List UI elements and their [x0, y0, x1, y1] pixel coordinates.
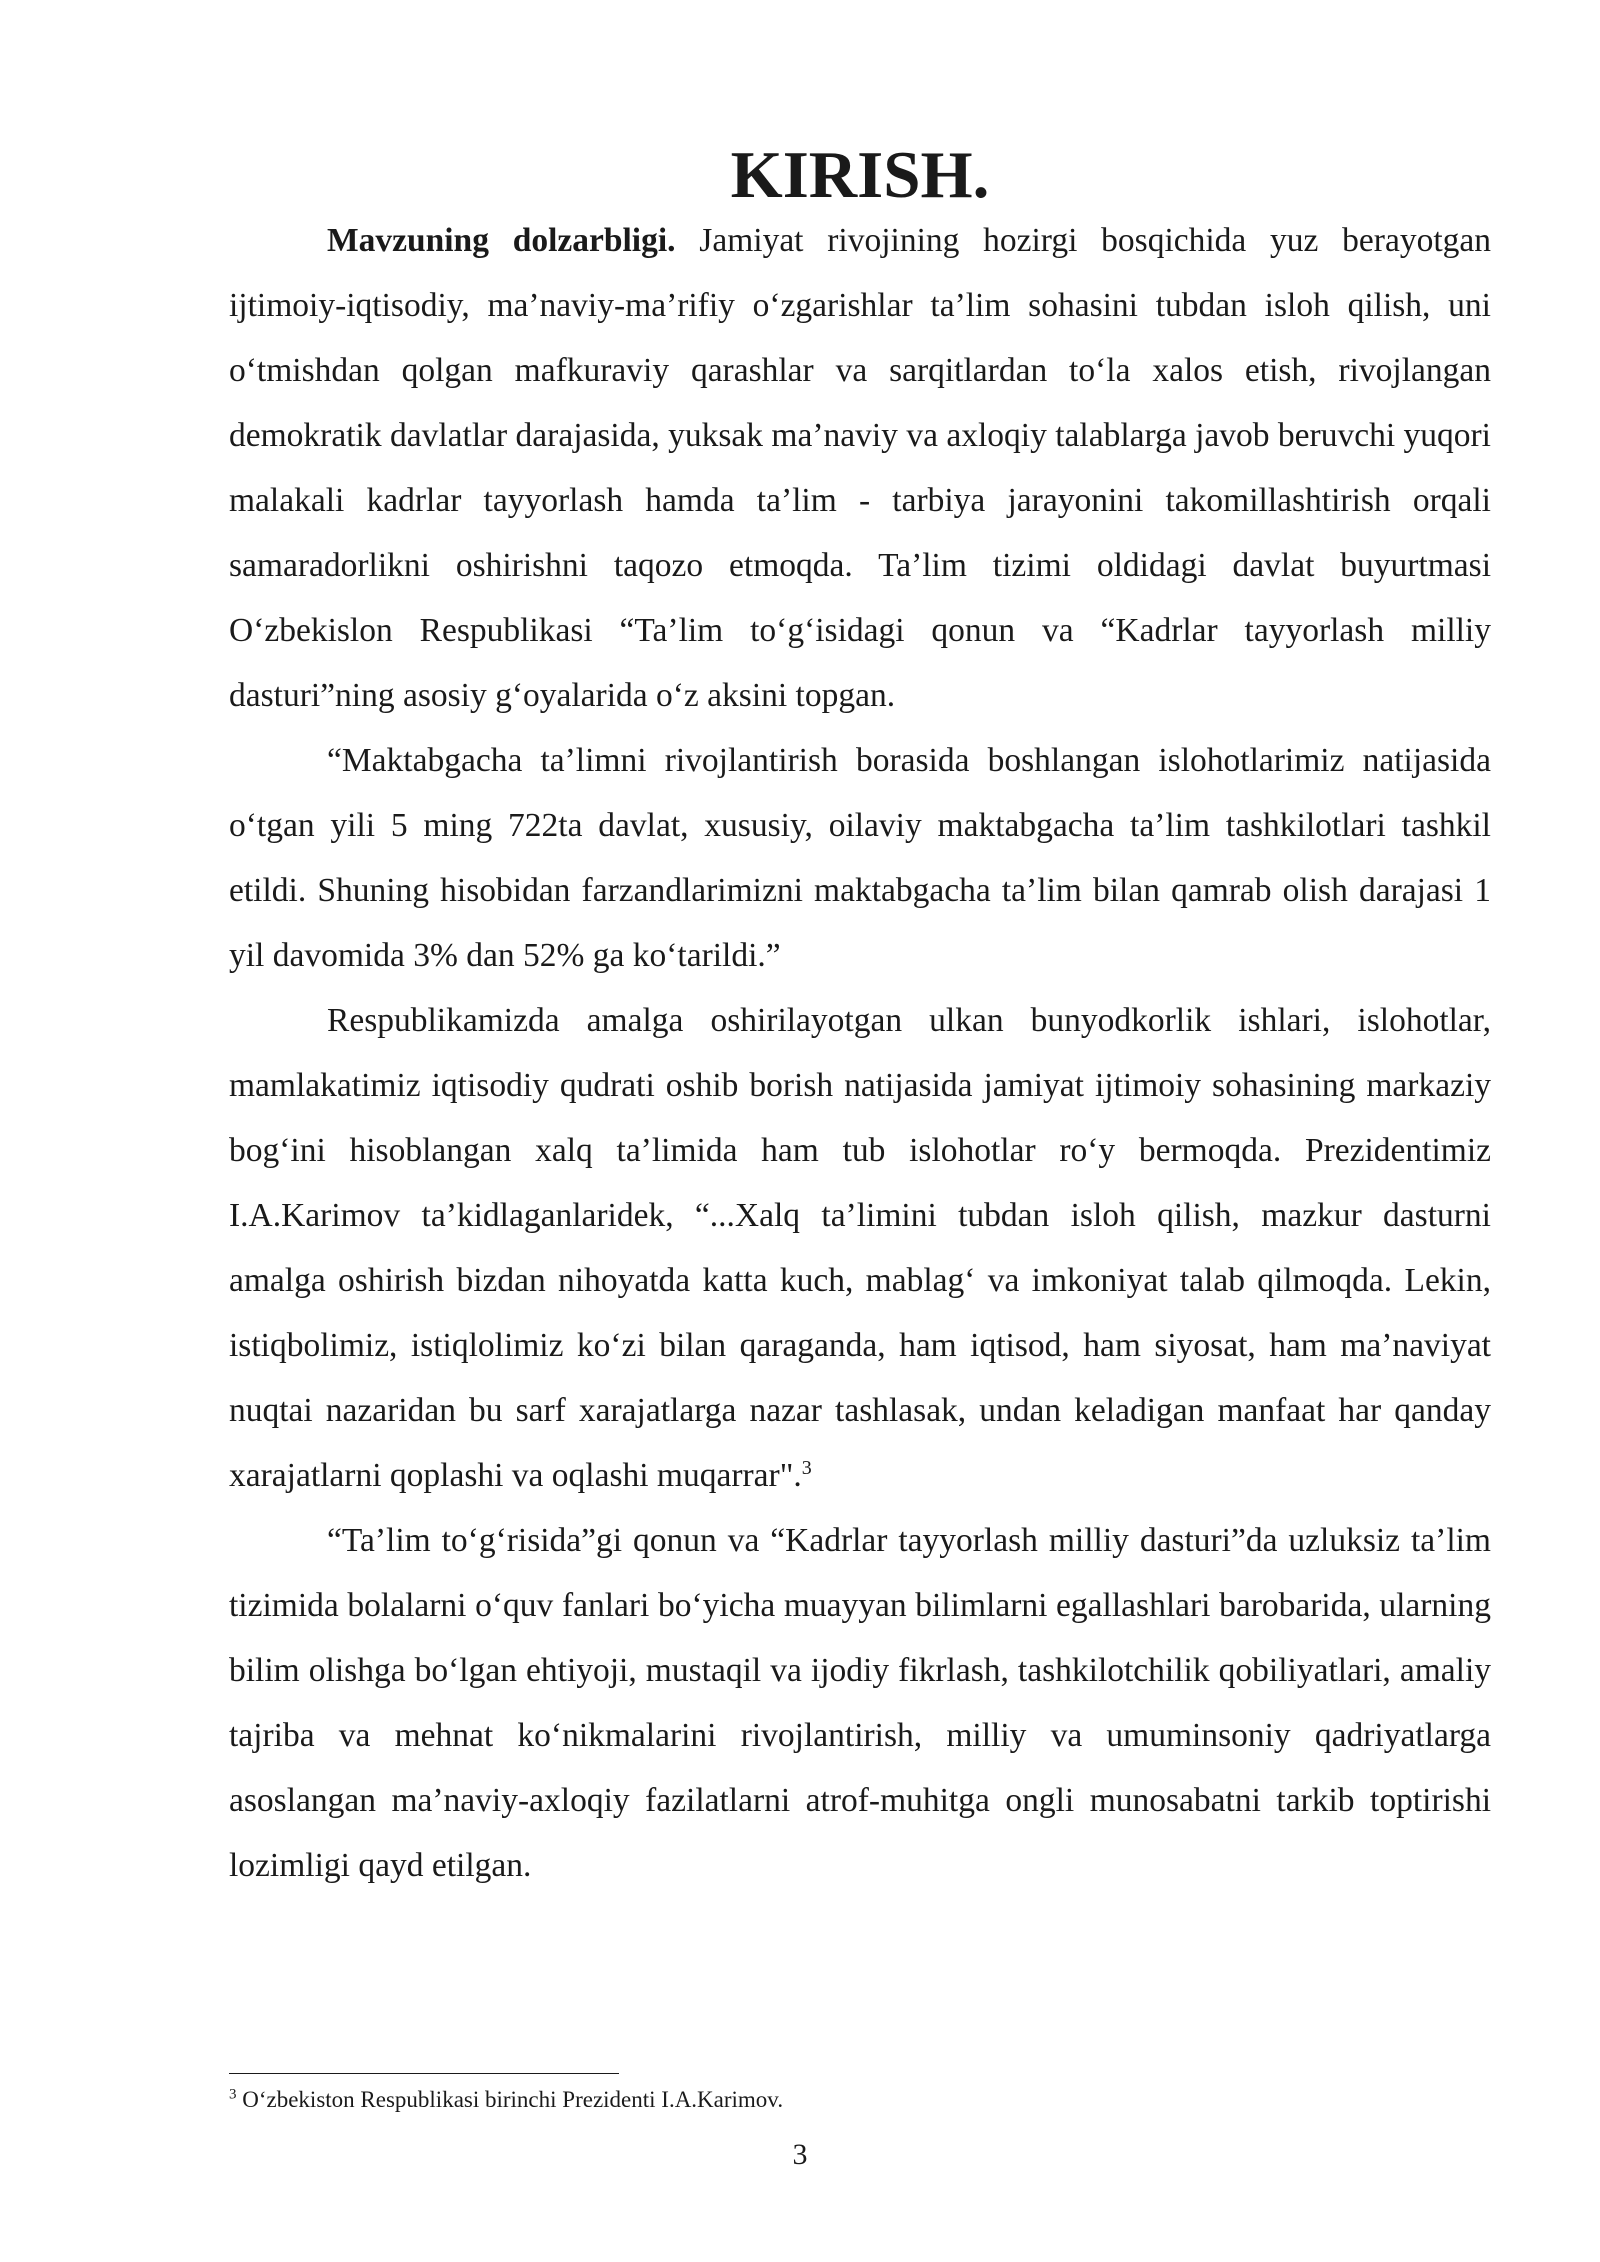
footnote-text: O‘zbekiston Respublikasi birinchi Prezidenti I.A.Karimov.	[236, 2087, 784, 2112]
body-text	[229, 138, 1491, 1898]
footnote-separator	[229, 2073, 619, 2074]
paragraph-text: Jamiyat rivojining hozirgi bosqichida yuz berayotgan ijtimoiy-iqtisodiy, ma’naviy-ma’rifiy o‘zgarishlar ta’lim sohasini tubdan isloh qilish, uni o‘tmishdan qolgan mafkuraviy qarashlar va sarqitlardan to‘la xalos etish, rivojlangan demokratik davlatlar darajasida, yuksak ma’naviy va axloqiy talablarga javob beruvchi yuqori malakali kadrlar tayyorlash hamda ta’lim - tarbiya jarayonini takomillashtirish orqali samaradorlikni oshirishni taqozo etmoqda. Ta’lim tizimi oldidagi davlat buyurtmasi O‘zbekislon Respublikasi “Ta’lim to‘g‘isidagi qonun va “Kadrlar tayyorlash milliy dasturi”ning asosiy g‘oyalarida o‘z aksini topgan.	[229, 222, 1491, 714]
paragraph-reforms	[229, 988, 1491, 1508]
paragraph-relevance	[229, 208, 1491, 728]
page-number: 3	[792, 2138, 808, 2171]
footnote	[229, 2085, 1491, 2115]
paragraph-education-law	[229, 1508, 1491, 1898]
footnote-reference[interactable]: 3	[801, 1456, 812, 1479]
section-heading: KIRISH.	[730, 138, 990, 212]
paragraph-preschool-quote	[229, 728, 1491, 988]
paragraph-text: “Maktabgacha ta’limni rivojlantirish borasida boshlangan islohotlarimiz natijasida o‘tgan yili 5 ming 722ta davlat, xususiy, oilaviy maktabgacha ta’lim tashkilotlari tashkil etildi. Shuning hisobidan farzandlarimizni maktabgacha ta’lim bilan qamrab olish darajasi 1 yil davomida 3% dan 52% ga ko‘tarildi.”	[229, 742, 1491, 974]
footnote-number: 3	[229, 2086, 237, 2103]
paragraph-text: Respublikamizda amalga oshirilayotgan ulkan bunyodkorlik ishlari, islohotlar, mamlakatimiz iqtisodiy qudrati oshib borish natijasida jamiyat ijtimoiy sohasining markaziy bog‘ini hisoblangan xalq ta’limida ham tub islohotlar ro‘y bermoqda. Prezidentimiz I.A.Karimov ta’kidlaganlaridek, “...Xalq ta’limini tubdan isloh qilish, mazkur dasturni amalga oshirish bizdan nihoyatda katta kuch, mablag‘ va imkoniyat talab qilmoqda. Lekin, istiqbolimiz, istiqlolimiz ko‘zi bilan qaraganda, ham iqtisod, ham siyosat, ham ma’naviyat nuqtai nazaridan bu sarf xarajatlarga nazar tashlasak, undan keladigan manfaat har qanday xarajatlarni qoplashi va oqlashi muqarrar".	[229, 1002, 1491, 1494]
paragraph-text: “Ta’lim to‘g‘risida”gi qonun va “Kadrlar tayyorlash milliy dasturi”da uzluksiz ta’lim tizimida bolalarni o‘quv fanlari bo‘yicha muayyan bilimlarni egallashlari barobarida, ularning bilim olishga bo‘lgan ehtiyoji, mustaqil va ijodiy fikrlash, tashkilotchilik qobiliyatlari, amaliy tajriba va mehnat ko‘nikmalarini rivojlantirish, milliy va umuminsoniy qadriyatlarga asoslangan ma’naviy-axloqiy fazilatlarni atrof-muhitga ongli munosabatni tarkib toptirishi lozimligi qayd etilgan.	[229, 1522, 1491, 1884]
paragraph-lead: Mavzuning dolzarbligi.	[327, 222, 676, 259]
